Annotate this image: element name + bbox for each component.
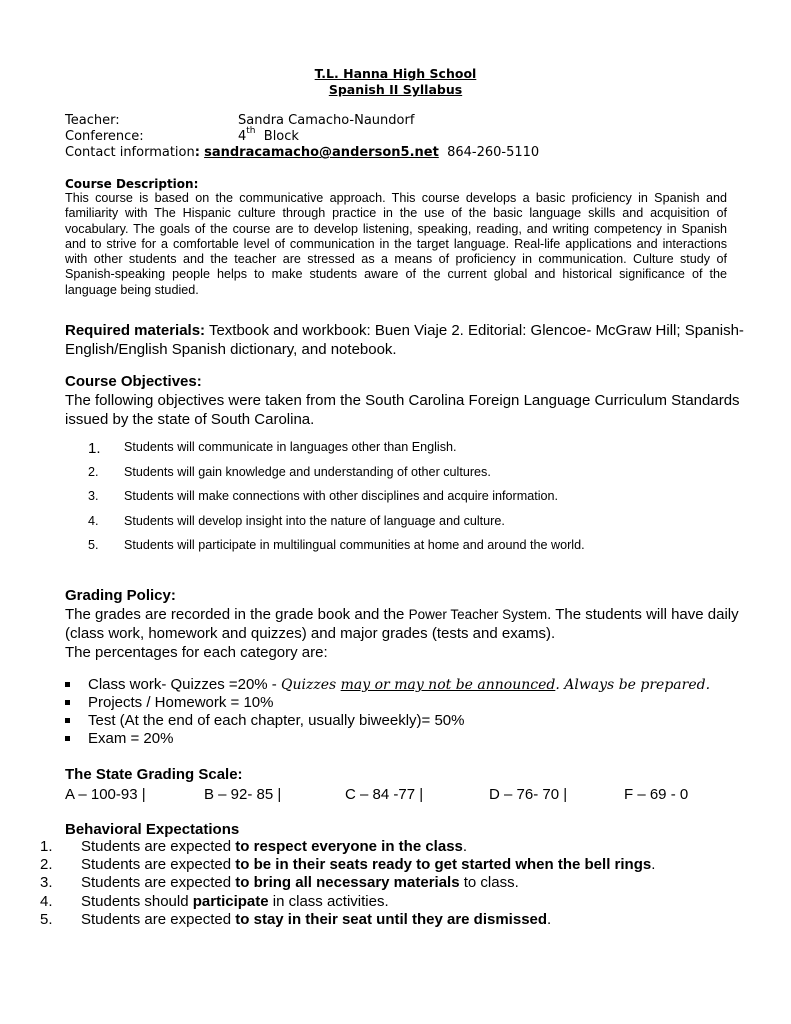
- quiz-note: [281, 677, 710, 693]
- objective-number: 5.: [88, 538, 99, 552]
- objective-text: Students will communicate in languages other than English.: [124, 440, 457, 454]
- conference-value: [238, 126, 299, 144]
- list-item: [65, 676, 710, 694]
- expectation-post: to class.: [459, 874, 519, 892]
- course-objectives-heading: Course Objectives:: [65, 373, 202, 390]
- course-title: Spanish II Syllabus: [328, 82, 463, 97]
- expectation-bold: to stay in their seat until they are dismissed: [235, 910, 548, 928]
- grading-policy-line3: The percentages for each category are:: [65, 644, 328, 661]
- grade-d: D – 76- 70 |: [489, 786, 568, 803]
- grade-category: Class work- Quizzes =20% -: [88, 676, 281, 693]
- grading-policy-part1: The grades are recorded in the grade book and the: [65, 606, 409, 623]
- teacher-label: Teacher:: [65, 113, 120, 128]
- expectation-post: .: [651, 856, 656, 874]
- grade-categories-list: [65, 676, 710, 748]
- power-teacher-system: Power Teacher System: [408, 607, 548, 622]
- square-bullet-icon: [65, 736, 70, 741]
- email-link[interactable]: sandracamacho@anderson5.net: [204, 145, 439, 160]
- list-item: [40, 911, 655, 929]
- course-objectives-intro: The following objectives were taken from the South Carolina Foreign Language Curriculum Standards issued by the state of South Carolina.: [65, 392, 740, 428]
- list-item: [40, 893, 655, 911]
- required-materials-label: Required materials:: [65, 322, 206, 339]
- grade-a: A – 100-93 |: [65, 786, 146, 803]
- expectation-number: 1.: [40, 838, 53, 855]
- square-bullet-icon: [65, 718, 70, 723]
- expectation-number: 3.: [40, 874, 53, 892]
- objective-text: Students will gain knowledge and understanding of other cultures.: [124, 464, 491, 479]
- grading-policy-part2: . The students will have daily (class work, homework and quizzes) and major grades (tests and exams).: [65, 606, 739, 642]
- contact-row: [65, 145, 539, 160]
- objective-number: 3.: [88, 489, 99, 503]
- objective-number: 1.: [88, 440, 101, 457]
- quiz-note-a: Quizzes: [280, 677, 341, 693]
- expectation-post: in class activities.: [268, 892, 389, 910]
- required-materials: [65, 321, 745, 359]
- required-materials-text: Textbook and workbook: Buen Viaje 2. Editorial: Glencoe- McGraw Hill; Spanish-English/English Spanish dictionary, and notebook.: [65, 322, 744, 358]
- grade-f: F – 69 - 0: [624, 786, 689, 803]
- teacher-value: Sandra Camacho-Naundorf: [238, 113, 415, 128]
- grading-policy-heading: Grading Policy:: [65, 587, 176, 604]
- objective-text: Students will participate in multilingual communities at home and around the world.: [124, 538, 585, 552]
- school-title: T.L. Hanna High School: [314, 66, 477, 81]
- objective-text: Students will develop insight into the nature of language and culture.: [124, 513, 505, 528]
- expectation-bold: to respect everyone in the class: [235, 838, 463, 855]
- conference-block: Block: [263, 129, 299, 144]
- list-item: [40, 838, 655, 856]
- grade-b: B – 92- 85 |: [204, 786, 282, 803]
- list-item: [40, 874, 655, 892]
- objective-number: 4.: [88, 513, 99, 528]
- conference-number: 4: [238, 129, 247, 144]
- phone-number: 864-260-5110: [447, 145, 540, 160]
- square-bullet-icon: [65, 700, 70, 705]
- conference-label: Conference:: [65, 129, 144, 144]
- expectation-number: 5.: [40, 910, 53, 928]
- expectation-post: .: [547, 910, 552, 928]
- contact-label: Contact information: [65, 145, 195, 160]
- square-bullet-icon: [65, 682, 70, 687]
- grade-category: Test (At the end of each chapter, usually biweekly)= 50%: [88, 712, 465, 729]
- expectation-pre: Students are expected: [81, 838, 236, 855]
- expectation-number: 4.: [40, 892, 53, 910]
- expectation-bold: participate: [192, 892, 269, 910]
- expectation-number: 2.: [40, 856, 53, 874]
- expectation-pre: Students are expected: [81, 874, 236, 892]
- grading-scale-heading: The State Grading Scale:: [65, 766, 243, 783]
- contact-colon: :: [194, 145, 200, 160]
- expectation-pre: Students should: [81, 892, 193, 910]
- behavioral-expectations-list: [40, 838, 655, 929]
- list-item: [65, 730, 710, 748]
- teacher-row: [65, 113, 414, 128]
- expectation-post: .: [462, 838, 468, 855]
- objective-number: 2.: [88, 464, 99, 479]
- course-description-text: This course is based on the communicative approach. This course develops a basic proficiency in Spanish and familiarity with The Hispanic culture through practice in the use of the basic language skills and acquisition of vocabulary. The goals of the course are to develop listening, speaking, reading, and writing competency in Spanish and to strive for a comfortable level of communication in the target language. Real-life applications and interactions with other students and the teacher are stressed as a means of proficiency in communication. Culture study of Spanish-speaking people helps to make students aware of the current global and historical significance of the language being studied.: [65, 191, 727, 297]
- list-item: [40, 856, 655, 874]
- grade-category: Projects / Homework = 10%: [88, 694, 274, 711]
- expectation-bold: to bring all necessary materials: [235, 874, 460, 892]
- objective-text: Students will make connections with other disciplines and acquire information.: [124, 489, 559, 503]
- list-item: [65, 712, 710, 730]
- grading-policy-text: [65, 605, 765, 662]
- expectation-bold: to be in their seats ready to get started when the bell rings: [235, 856, 652, 874]
- grade-c: C – 84 -77 |: [345, 786, 424, 803]
- grade-category: Exam = 20%: [88, 730, 174, 747]
- quiz-note-c: . Always be prepared.: [555, 677, 711, 693]
- conference-ordinal: th: [246, 126, 256, 136]
- quiz-note-b: may or may not be announced: [340, 677, 556, 693]
- behavioral-expectations-heading: Behavioral Expectations: [65, 821, 240, 838]
- list-item: [65, 694, 710, 712]
- conference-row: [65, 126, 299, 144]
- expectation-pre: Students are expected: [81, 910, 236, 928]
- course-description-heading: Course Description:: [65, 177, 199, 191]
- expectation-pre: Students are expected: [81, 856, 236, 874]
